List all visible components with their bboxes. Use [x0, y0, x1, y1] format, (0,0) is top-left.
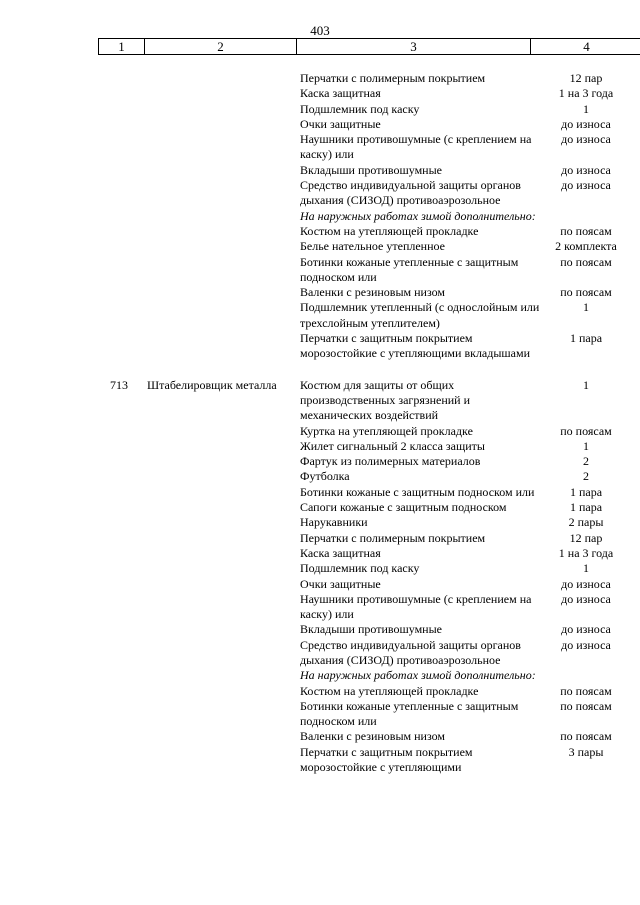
- header-col-3: 3: [410, 39, 417, 54]
- table-row: [0, 331, 640, 362]
- equipment-item: Средство индивидуальной защиты органов дыхания (СИЗОД) противоаэрозольное: [300, 178, 521, 208]
- equipment-item: Очки защитные: [300, 576, 381, 591]
- equipment-item: Жилет сигнальный 2 класса защиты: [300, 438, 485, 453]
- section-note: На наружных работах зимой дополнительно:: [300, 668, 536, 683]
- table-row: [0, 378, 640, 424]
- page-number: 403: [310, 23, 330, 38]
- quantity: 1: [583, 377, 589, 392]
- equipment-item: Подшлемник под каску: [300, 561, 420, 576]
- header-col-2: 2: [217, 39, 224, 54]
- quantity: по поясам: [560, 698, 612, 713]
- quantity: по поясам: [560, 683, 612, 698]
- equipment-item: Костюм на утепляющей прокладке: [300, 223, 479, 238]
- table-row: [0, 745, 640, 776]
- equipment-item: Перчатки с полимерным покрытием: [300, 530, 486, 545]
- equipment-item: Перчатки с защитным покрытием морозостойкие с утепляющими вкладышами: [300, 331, 531, 361]
- equipment-item: Ботинки кожаные утепленные с защитным подноском или: [300, 698, 519, 729]
- quantity: 1 пара: [569, 500, 603, 515]
- equipment-item: Каска защитная: [300, 86, 381, 101]
- equipment-item: Наушники противошумные (с креплением на каску) или: [300, 591, 532, 622]
- table-row: [0, 439, 640, 454]
- table-header: [98, 38, 640, 55]
- quantity: 1: [583, 300, 589, 315]
- header-col-1: 1: [118, 39, 125, 54]
- table-row: [0, 500, 640, 515]
- equipment-item: Костюм на утепляющей прокладке: [300, 683, 479, 698]
- table-row: [0, 424, 640, 439]
- table-row: [0, 239, 640, 254]
- quantity: до износа: [561, 637, 611, 652]
- table-row: [0, 224, 640, 239]
- table-body: [0, 71, 640, 775]
- table-row: [0, 684, 640, 699]
- table-row: [0, 454, 640, 469]
- equipment-item: Вкладыши противошумные: [300, 622, 442, 637]
- quantity: 12 пар: [569, 71, 603, 85]
- quantity: до износа: [561, 162, 611, 177]
- equipment-item: Фартук из полимерных материалов: [300, 454, 481, 469]
- quantity: по поясам: [560, 423, 612, 438]
- equipment-item: Подшлемник под каску: [300, 101, 420, 116]
- table-row: [0, 178, 640, 209]
- quantity: 2: [583, 469, 589, 484]
- table-row: [0, 71, 640, 86]
- table-row: [0, 255, 640, 286]
- table-row: [0, 469, 640, 484]
- table-row: [0, 577, 640, 592]
- table-row: [0, 515, 640, 530]
- equipment-item: Футболка: [300, 469, 350, 484]
- quantity: до износа: [561, 116, 611, 131]
- equipment-item: Сапоги кожаные с защитным подноском: [300, 500, 507, 515]
- table-row: [0, 300, 640, 331]
- equipment-item: Перчатки с полимерным покрытием: [300, 71, 486, 85]
- table-row: [0, 531, 640, 546]
- table-row: [0, 117, 640, 132]
- equipment-item: Куртка на утепляющей прокладке: [300, 423, 473, 438]
- quantity: до износа: [561, 178, 611, 193]
- table-row: [0, 209, 640, 224]
- header-col-4: 4: [583, 39, 590, 54]
- table-row: [0, 729, 640, 744]
- equipment-item: Ботинки кожаные утепленные с защитным подноском или: [300, 254, 519, 284]
- table-row: [0, 86, 640, 101]
- profession-name: Штабелировщик металла: [147, 377, 277, 392]
- equipment-item: Костюм для защиты от общих производственных загрязнений и механических воздействий: [300, 377, 471, 423]
- table-row: [0, 699, 640, 730]
- quantity: 1: [583, 101, 589, 116]
- quantity: до износа: [561, 576, 611, 591]
- group-spacer: [0, 362, 640, 378]
- equipment-item: Каска защитная: [300, 545, 381, 560]
- equipment-item: Ботинки кожаные с защитным подноском или: [300, 484, 535, 499]
- table-row: [0, 546, 640, 561]
- quantity: 2 комплекта: [555, 239, 617, 254]
- row-number: 713: [110, 377, 128, 392]
- quantity: до износа: [561, 622, 611, 637]
- quantity: по поясам: [560, 254, 612, 269]
- quantity: 1 на 3 года: [558, 545, 614, 560]
- quantity: 2: [583, 454, 589, 469]
- quantity: до износа: [561, 132, 611, 147]
- table-row: [0, 102, 640, 117]
- quantity: 12 пар: [569, 530, 603, 545]
- equipment-item: Перчатки с защитным покрытием морозостойкие с утепляющими: [300, 744, 473, 775]
- equipment-item: Вкладыши противошумные: [300, 162, 442, 177]
- quantity: 1: [583, 561, 589, 576]
- quantity: до износа: [561, 591, 611, 606]
- table-row: [0, 668, 640, 683]
- table-row: [0, 561, 640, 576]
- table-row: [0, 638, 640, 669]
- table-row: [0, 485, 640, 500]
- quantity: 3 пары: [568, 744, 604, 759]
- quantity: по поясам: [560, 285, 612, 300]
- table-row: [0, 132, 640, 163]
- equipment-item: Очки защитные: [300, 116, 381, 131]
- quantity: по поясам: [560, 223, 612, 238]
- equipment-item: Белье нательное утепленное: [300, 239, 445, 254]
- quantity: 1 пара: [569, 331, 603, 346]
- quantity: 1: [583, 438, 589, 453]
- equipment-item: Валенки с резиновым низом: [300, 285, 446, 300]
- equipment-item: Средство индивидуальной защиты органов дыхания (СИЗОД) противоаэрозольное: [300, 637, 521, 667]
- section-note: На наружных работах зимой дополнительно:: [300, 208, 536, 223]
- equipment-item: Подшлемник утепленный (с однослойным или трехслойным утеплителем): [300, 300, 540, 330]
- quantity: 1 на 3 года: [558, 86, 614, 101]
- table-row: [0, 592, 640, 623]
- equipment-item: Нарукавники: [300, 515, 368, 530]
- equipment-item: Наушники противошумные (с креплением на каску) или: [300, 132, 532, 162]
- quantity: по поясам: [560, 729, 612, 744]
- table-row: [0, 622, 640, 637]
- quantity: 2 пары: [568, 515, 604, 530]
- quantity: 1 пара: [569, 484, 603, 499]
- table-row: [0, 285, 640, 300]
- table-row: [0, 163, 640, 178]
- equipment-item: Валенки с резиновым низом: [300, 729, 446, 744]
